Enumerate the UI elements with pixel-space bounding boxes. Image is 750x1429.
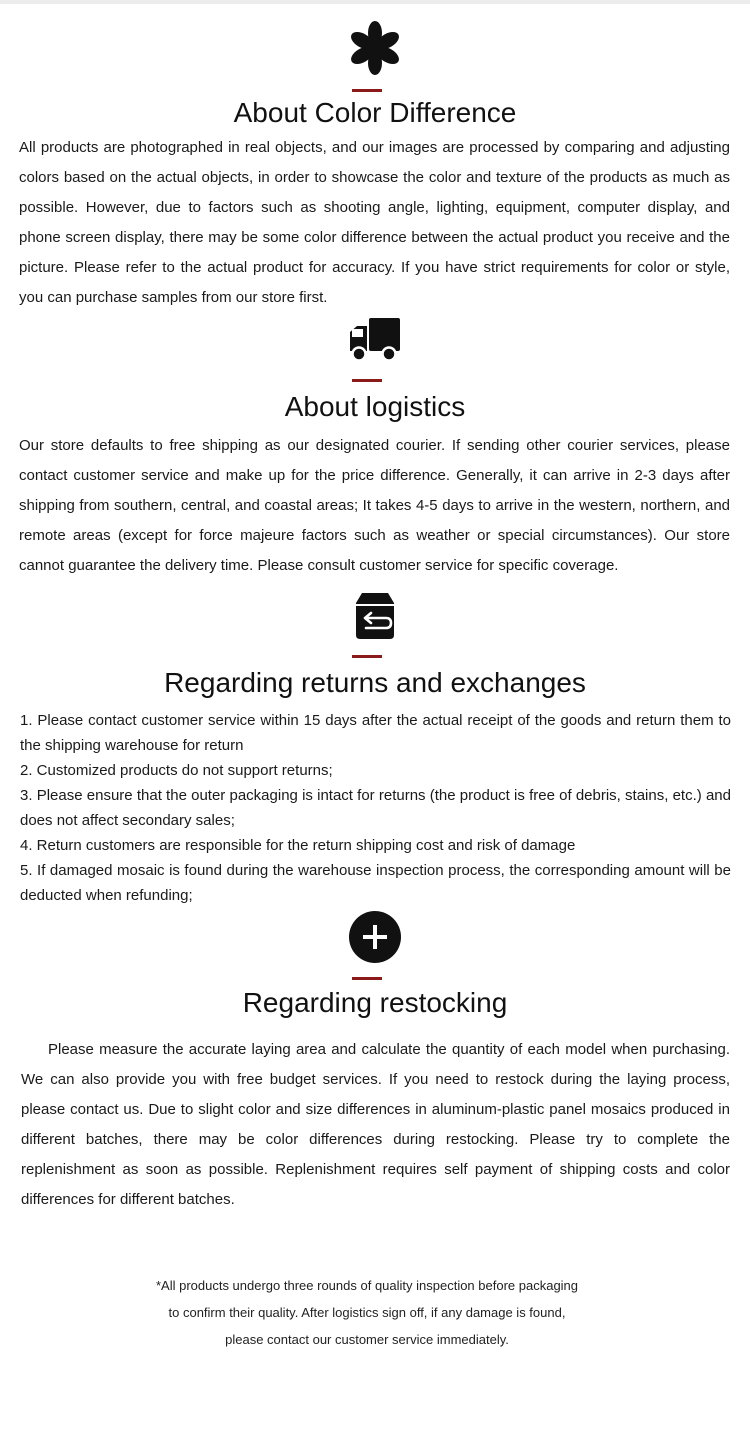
section-title: About Color Difference bbox=[233, 97, 517, 128]
returns-list bbox=[20, 708, 731, 908]
accent-rule bbox=[352, 655, 382, 658]
list-item: 3. Please ensure that the outer packaging is intact for returns (the product is free of debris, stains, etc.) and does not affect secondary sales; bbox=[20, 787, 731, 829]
list-item: 4. Return customers are responsible for the return shipping cost and risk of damage bbox=[20, 837, 576, 854]
top-divider bbox=[0, 0, 750, 4]
list-item: 2. Customized products do not support returns; bbox=[20, 762, 333, 779]
accent-rule bbox=[352, 977, 382, 980]
truck-icon bbox=[349, 316, 401, 362]
section-body: Please measure the accurate laying area and calculate the quantity of each model when purchasing. We can also provide you with free budget services. If you need to restock during the laying process, please contact us. Due to slight color and size differences in aluminum-plastic panel mosaics produced in different batches, there may be color differences during restocking. Please try to complete the replenishment as soon as possible. Replenishment requires self payment of shipping costs and color differences for different batches. bbox=[21, 1041, 730, 1208]
section-title: Regarding returns and exchanges bbox=[164, 667, 586, 698]
list-item: 5. If damaged mosaic is found during the warehouse inspection process, the corresponding amount will be deducted when refunding; bbox=[20, 862, 731, 904]
footer-note: *All products undergo three rounds of quality inspection before packaging to confirm their quality. After logistics sign off, if any damage is found, please contact our customer service immediately. bbox=[155, 1278, 579, 1347]
accent-rule bbox=[352, 379, 382, 382]
section-body: All products are photographed in real objects, and our images are processed by comparing and adjusting colors based on the actual objects, in order to showcase the color and texture of the products as much as possible. However, due to factors such as shooting angle, lighting, equipment, computer display, and phone screen display, there may be some color difference between the actual product you receive and the picture. Please refer to the actual product for accuracy. If you have strict requirements for color or style, you can purchase samples from our store first. bbox=[19, 139, 730, 306]
accent-rule bbox=[352, 89, 382, 92]
return-box-icon bbox=[350, 591, 400, 641]
list-item: 1. Please contact customer service within 15 days after the actual receipt of the goods and return them to the shipping warehouse for return bbox=[20, 712, 731, 754]
plus-circle-icon bbox=[349, 911, 401, 963]
section-title: Regarding restocking bbox=[242, 987, 508, 1018]
section-title: About logistics bbox=[284, 391, 466, 422]
section-body: Our store defaults to free shipping as our designated courier. If sending other courier services, please contact customer service and make up for the price difference. Generally, it can arrive in 2-3 days after shipping from southern, central, and coastal areas; It takes 4-5 days to arrive in the western, northern, and remote areas (except for force majeure factors such as weather or special circumstances). Our store cannot guarantee the delivery time. Please consult customer service for specific coverage. bbox=[19, 437, 730, 574]
flower-icon bbox=[347, 20, 403, 76]
